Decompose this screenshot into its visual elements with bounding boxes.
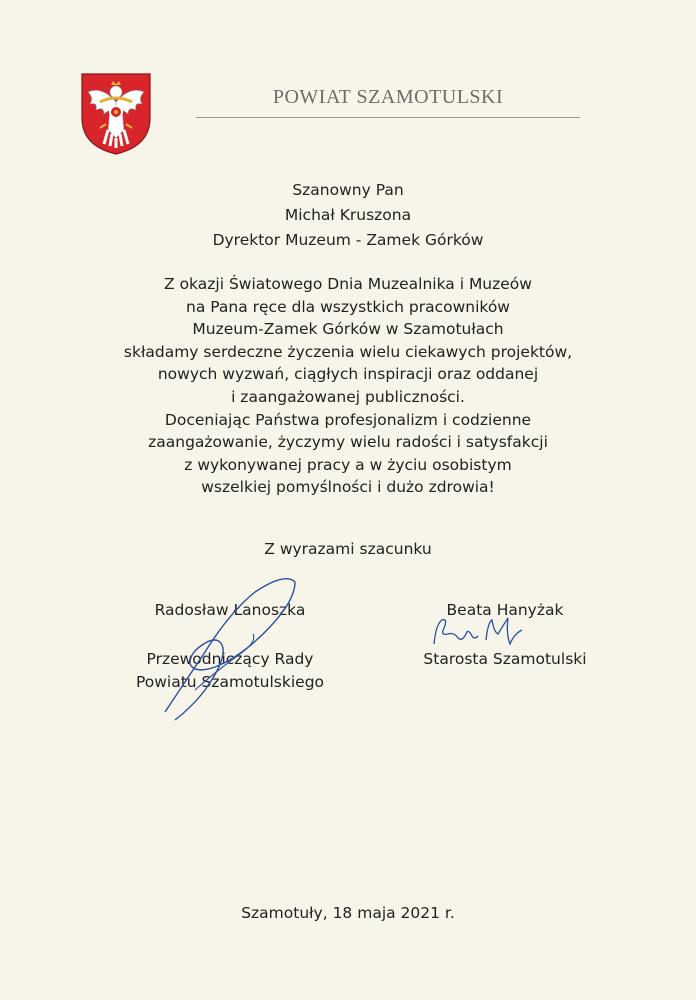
- body-line: na Pana ręce dla wszystkich pracowników: [186, 297, 510, 316]
- signatory-title: [380, 648, 630, 671]
- body-line: z wykonywanej pracy a w życiu osobistym: [184, 455, 512, 474]
- signatory-left: [100, 598, 360, 693]
- coat-of-arms-eagle-icon: [80, 72, 152, 156]
- addressee-block: [0, 178, 696, 253]
- signatory-title-line: Powiatu Szamotulskiego: [135, 672, 325, 691]
- signatory-title-line: Przewodniczący Rady: [146, 650, 314, 668]
- body-line: wszelkiej pomyślności i dużo zdrowia!: [201, 478, 495, 497]
- letter-body: [0, 273, 696, 499]
- body-line: nowych wyzwań, ciągłych inspiracji oraz oddanej: [157, 365, 539, 384]
- date-and-place: Szamotuły, 18 maja 2021 r.: [241, 904, 455, 922]
- closing-phrase: Z wyrazami szacunku: [264, 540, 432, 558]
- signatory-title-line: Starosta Szamotulski: [423, 650, 587, 668]
- signatory-name: Radosław Łanoszka: [154, 601, 306, 619]
- body-line: i zaangażowanej publiczności.: [231, 387, 465, 406]
- body-line: Doceniając Państwa profesjonalizm i codzienne: [164, 410, 532, 429]
- addressee-position: Dyrektor Muzeum - Zamek Górków: [212, 231, 484, 249]
- body-line: zaangażowanie, życzymy wielu radości i satysfakcji: [148, 433, 548, 452]
- addressee-salutation: Szanowny Pan: [292, 181, 404, 199]
- body-line: składamy serdeczne życzenia wielu ciekawych projektów,: [123, 342, 573, 361]
- body-line: Z okazji Światowego Dnia Muzealnika i Muzeów: [164, 275, 532, 293]
- organization-title: POWIAT SZAMOTULSKI: [272, 86, 504, 108]
- signatory-title: [100, 648, 360, 693]
- header-divider: [196, 117, 580, 118]
- addressee-name: Michał Kruszona: [284, 206, 412, 224]
- signatory-name: Beata Hanyżak: [446, 601, 564, 619]
- body-line: Muzeum-Zamek Górków w Szamotułach: [192, 320, 504, 339]
- signatory-right: [380, 598, 630, 671]
